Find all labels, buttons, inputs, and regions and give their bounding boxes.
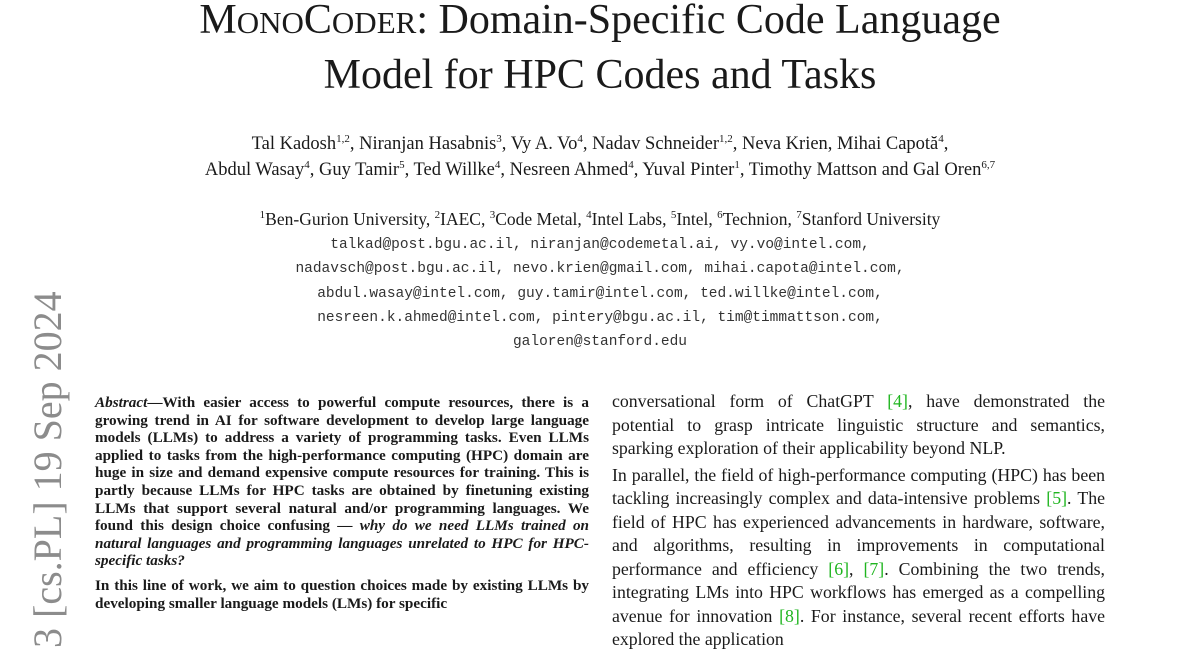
citation-link[interactable]: [6] [828, 558, 850, 579]
affiliation-name: IAEC [440, 209, 481, 229]
body-text: . Combining the two trends, integrating LMs into HPC workflows has emerged as a compelling avenue for innovation [612, 558, 1105, 626]
body-text: In parallel, the field of high-performance computing (HPC) has been tackling increasingly complex and data-intensive problems [612, 464, 1105, 508]
title-part: : Domain-Specific Code Language [416, 0, 1001, 43]
author-list [60, 131, 1140, 183]
author-separator: , [309, 160, 319, 180]
affiliation-name: Code Metal [495, 209, 578, 229]
email-line[interactable]: abdul.wasay@intel.com, guy.tamir@intel.com, ted.willke@intel.com, [317, 285, 883, 302]
author-affiliation-mark: 1,2 [336, 133, 350, 145]
paper-title [0, 0, 1200, 101]
body-column-right [612, 390, 1105, 655]
author-name: Yuval Pinter [642, 160, 735, 180]
affiliation-separator: , [480, 209, 490, 229]
abstract-label: Abstract [95, 394, 148, 411]
citation-link[interactable]: [7] [863, 558, 885, 579]
affiliation-mark: 3 [489, 209, 496, 221]
arxiv-side-stamp: 3 [cs.PL] 19 Sep 2024 [25, 291, 70, 648]
email-list [100, 233, 1100, 354]
author-affiliation-mark: 4 [628, 159, 634, 171]
abstract [95, 394, 589, 619]
abstract-paragraph-2: In this line of work, we aim to question choices made by existing LLMs by developing smaller language models (LMs) for specific [95, 576, 589, 612]
title-part: M [199, 0, 237, 43]
author-line-2 [60, 157, 1140, 183]
abstract-paragraph-1 [95, 394, 589, 570]
title-line-2: Model for HPC Codes and Tasks [323, 52, 877, 98]
author-name: Guy Tamir [319, 160, 400, 180]
body-text: . The field of HPC has experienced advancements in hardware, software, and algorithms, resulting in improvements in computational performance and efficiency [612, 488, 1105, 579]
author-affiliation-mark: 4 [304, 159, 310, 171]
affiliation-mark: 4 [586, 209, 592, 221]
author-affiliation-mark: 1,2 [719, 133, 733, 145]
author-name: Timothy Mattson and Gal Oren [748, 160, 982, 180]
citation-link[interactable]: [5] [1046, 488, 1068, 508]
affiliations [100, 208, 1100, 230]
author-separator: , [739, 160, 749, 180]
affiliation-separator: , [787, 209, 797, 229]
author-affiliation-mark: 4 [577, 133, 583, 145]
author-line-1 [60, 131, 1140, 157]
author-name: Ted Willke [413, 160, 495, 180]
body-text: , [849, 558, 864, 579]
author-affiliation-mark: 1 [734, 159, 740, 171]
body-paragraph-2 [612, 464, 1105, 652]
body-paragraph-1 [612, 390, 1105, 461]
email-line[interactable]: nesreen.k.ahmed@intel.com, pintery@bgu.ac.il, tim@timmattson.com, [317, 309, 883, 326]
affiliation-name: Stanford University [801, 209, 941, 229]
author-affiliation-mark: 4 [938, 133, 944, 145]
author-separator: , [500, 160, 510, 180]
affiliation-mark: 6 [717, 209, 723, 221]
email-line[interactable]: talkad@post.bgu.ac.il, niranjan@codemetal.ai, vy.vo@intel.com, [330, 237, 870, 253]
title-part: C [303, 0, 332, 43]
author-name: Neva Krien, Mihai Capotă [742, 134, 939, 154]
citation-link[interactable]: [8] [779, 605, 800, 626]
author-name: Abdul Wasay [204, 160, 305, 180]
author-separator: , [943, 134, 949, 154]
author-separator: , [349, 134, 360, 154]
email-line[interactable]: galoren@stanford.edu [512, 334, 688, 351]
author-name: Tal Kadosh [251, 134, 337, 154]
abstract-question: why do we need LLMs trained on natural languages and programming languages unrelated to HPC for HPC-specific tasks? [95, 517, 589, 570]
author-name: Vy A. Vo [510, 134, 578, 154]
author-name: Nadav Schneider [592, 134, 720, 154]
affiliation-mark: 2 [434, 209, 441, 221]
author-separator: , [732, 134, 743, 154]
title-part: ODER [331, 5, 417, 40]
body-text: . For instance, several recent efforts have explored the application [612, 605, 1105, 649]
affiliation-mark: 5 [670, 209, 677, 221]
affiliation-mark: 1 [259, 209, 266, 221]
author-affiliation-mark: 4 [494, 159, 501, 171]
affiliation-separator: , [662, 209, 671, 229]
author-affiliation-mark: 3 [496, 133, 502, 145]
email-line[interactable]: nadavsch@post.bgu.ac.il, nevo.krien@gmail.com, mihai.capota@intel.com, [295, 261, 905, 278]
author-separator: , [501, 134, 511, 154]
title-part: ONO [236, 5, 304, 40]
citation-link[interactable]: [4] [887, 391, 908, 411]
author-name: Nesreen Ahmed [509, 160, 629, 180]
affiliation-separator: , [708, 209, 718, 229]
author-separator: , [404, 160, 414, 180]
affiliation-name: Intel [676, 209, 709, 229]
affiliation-separator: , [577, 209, 587, 229]
abstract-text: —With easier access to powerful compute resources, there is a growing trend in AI for software development to develop large language models (LLMs) to address a variety of programming tasks. Even LLMs applied to tasks from the high-performance computing (HPC) domain are huge in size and demand expensive compute resources for training. This is partly because LLMs for HPC tasks are obtained by finetuning existing LLMs that support several natural and/or programming languages. We found this design choice confusing — [95, 394, 589, 535]
body-text: , have demonstrated the potential to grasp intricate linguistic structure and semantics, sparking exploration of their applicability beyond NLP. [612, 391, 1105, 458]
affiliation-separator: , [425, 209, 435, 229]
author-affiliation-mark: 6,7 [981, 159, 996, 171]
affiliation-name: Intel Labs [591, 209, 663, 229]
affiliation-mark: 7 [796, 209, 802, 221]
author-affiliation-mark: 5 [399, 159, 405, 171]
body-text: conversational form of ChatGPT [612, 391, 888, 411]
affiliation-name: Technion [722, 209, 788, 229]
author-separator: , [633, 160, 643, 180]
author-separator: , [582, 134, 593, 154]
affiliation-name: Ben-Gurion University [265, 209, 426, 229]
author-name: Niranjan Hasabnis [359, 134, 497, 154]
